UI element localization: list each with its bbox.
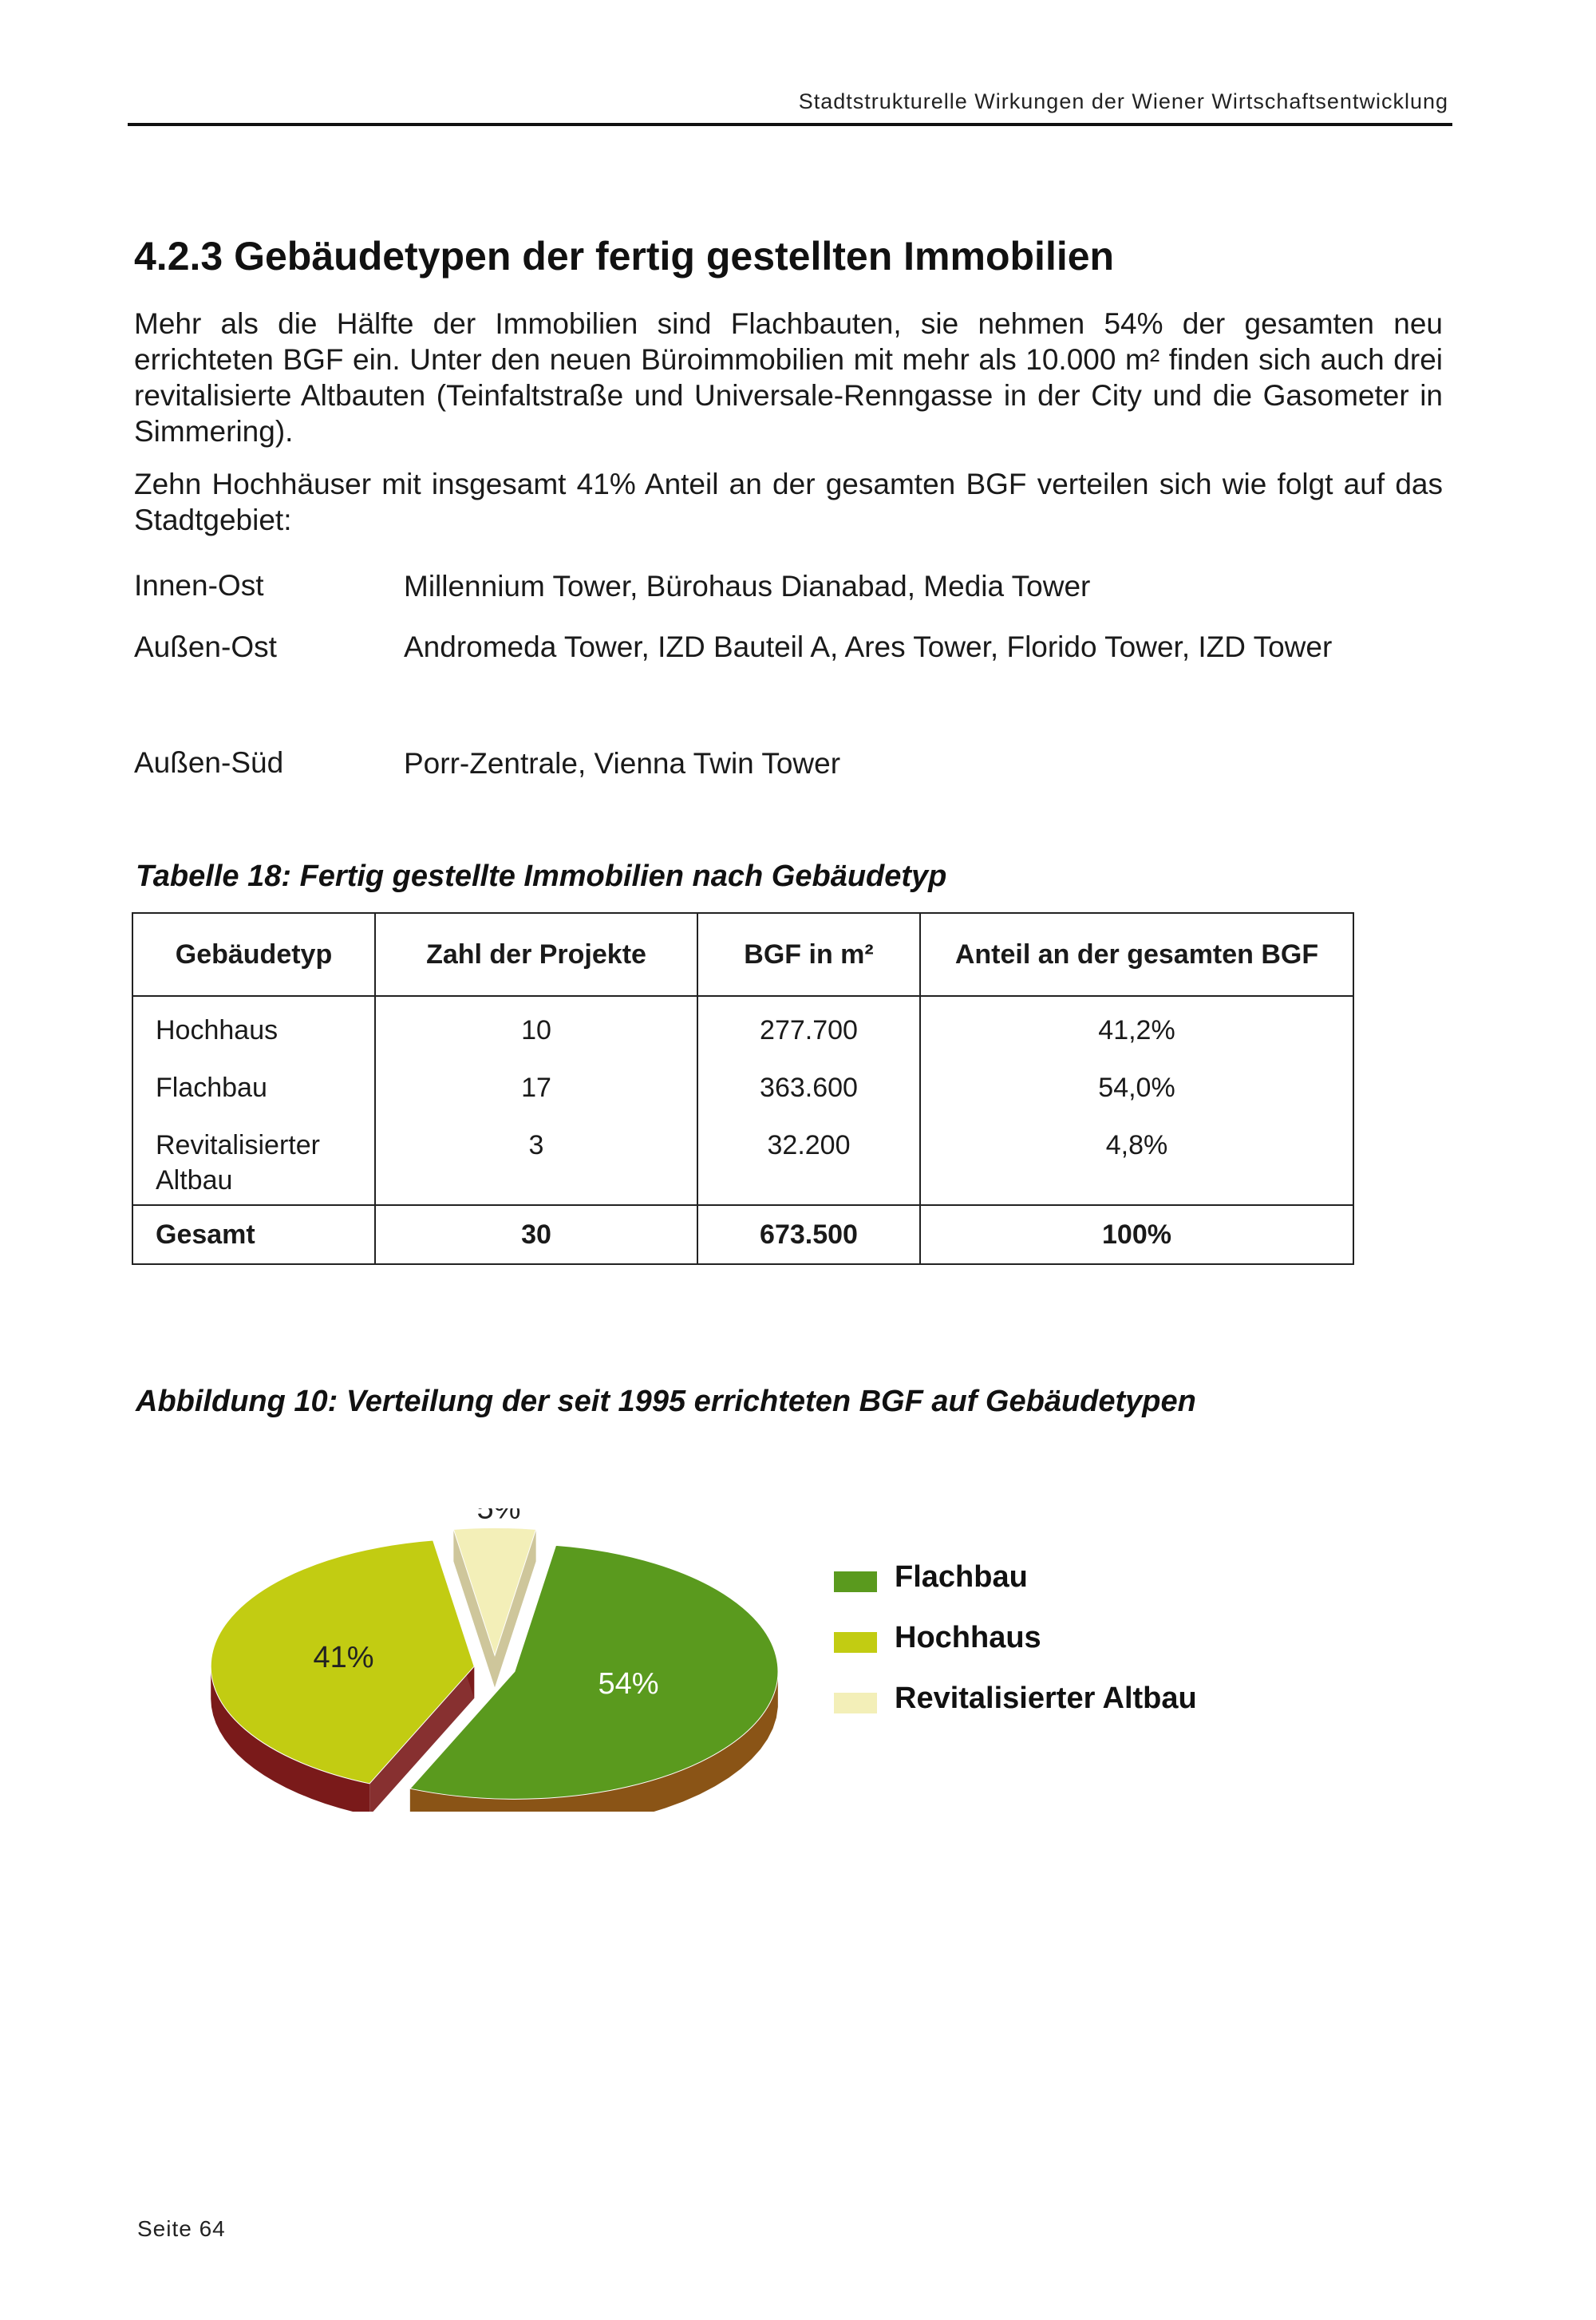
header-anteil: Anteil an der gesamten BGF [920,913,1353,996]
cell-bgf: 32.200 [697,1128,920,1205]
location-towers: Millennium Tower, Bürohaus Dianabad, Media Tower [404,570,1091,603]
location-area-label: Innen-Ost [134,569,264,602]
legend-swatch-flachbau [834,1571,877,1592]
cell-share: 4,8% [920,1128,1353,1205]
location-towers: Andromeda Tower, IZD Bauteil A, Ares Tower, Florido Tower, IZD Tower [404,630,1333,663]
legend-label: Hochhaus [895,1621,1041,1654]
header-gebaeudetyp: Gebäudetyp [132,913,375,996]
header-bgf: BGF in m² [697,913,920,996]
running-header: Stadtstrukturelle Wirkungen der Wiener Wirtschaftsentwicklung [798,89,1448,113]
cell-type: Hochhaus [132,996,375,1070]
legend-label: Flachbau [895,1560,1028,1594]
legend-label: Revitalisierter Altbau [895,1682,1197,1715]
cell-total-share: 100% [920,1205,1353,1264]
cell-share: 41,2% [920,996,1353,1070]
section-title: 4.2.3 Gebäudetypen der fertig gestellten Immobilien [134,234,1115,279]
pie-chart [176,1508,798,1812]
cell-projects: 17 [375,1070,697,1128]
pie-slice-label: 41% [313,1641,374,1675]
cell-total-projects: 30 [375,1205,697,1264]
table-total-row [132,1205,1353,1264]
cell-total-bgf: 673.500 [697,1205,920,1264]
legend-swatch-hochhaus [834,1632,877,1653]
paragraph-flachbau: Mehr als die Hälfte der Immobilien sind Flachbauten, sie nehmen 54% der gesamten neu errichteten BGF ein. Unter den neuen Büroimmobilien mit mehr als 10.000 m² finden sich auch drei revitalisierte Altbauten (Teinfaltstraße und Universale-Renngasse in der City und die Gasometer in Simmering). [134,307,1443,448]
cell-bgf: 277.700 [697,996,920,1070]
pie-slice-label: 54% [598,1666,659,1701]
paragraph-hochhaeuser: Zehn Hochhäuser mit insgesamt 41% Anteil an der gesamten BGF verteilen sich wie folgt auf das Stadtgebiet: [134,468,1443,536]
pie-chart-svg [176,1508,798,1812]
page-number: Seite 64 [137,2216,226,2241]
table-header-row [132,913,1353,996]
location-towers: Porr-Zentrale, Vienna Twin Tower [404,747,841,780]
table-caption: Tabelle 18: Fertig gestellte Immobilien nach Gebäudetyp [136,860,947,893]
table-row [132,996,1353,1070]
cell-total-label: Gesamt [132,1205,375,1264]
cell-projects: 10 [375,996,697,1070]
table-row [132,1070,1353,1128]
pie-slice-label: 5% [476,1508,521,1526]
table-row [132,1128,1353,1205]
cell-projects: 3 [375,1128,697,1205]
cell-bgf: 363.600 [697,1070,920,1128]
location-area-label: Außen-Ost [134,630,277,663]
legend-swatch-altbau [834,1693,877,1713]
location-area-label: Außen-Süd [134,746,284,779]
cell-share: 54,0% [920,1070,1353,1128]
cell-type: Revitalisierter Altbau [132,1128,375,1205]
cell-type: Flachbau [132,1070,375,1128]
header-zahl-projekte: Zahl der Projekte [375,913,697,996]
building-type-table [132,912,1354,1265]
header-rule [128,123,1452,126]
figure-caption: Abbildung 10: Verteilung der seit 1995 errichteten BGF auf Gebäudetypen [136,1385,1196,1418]
